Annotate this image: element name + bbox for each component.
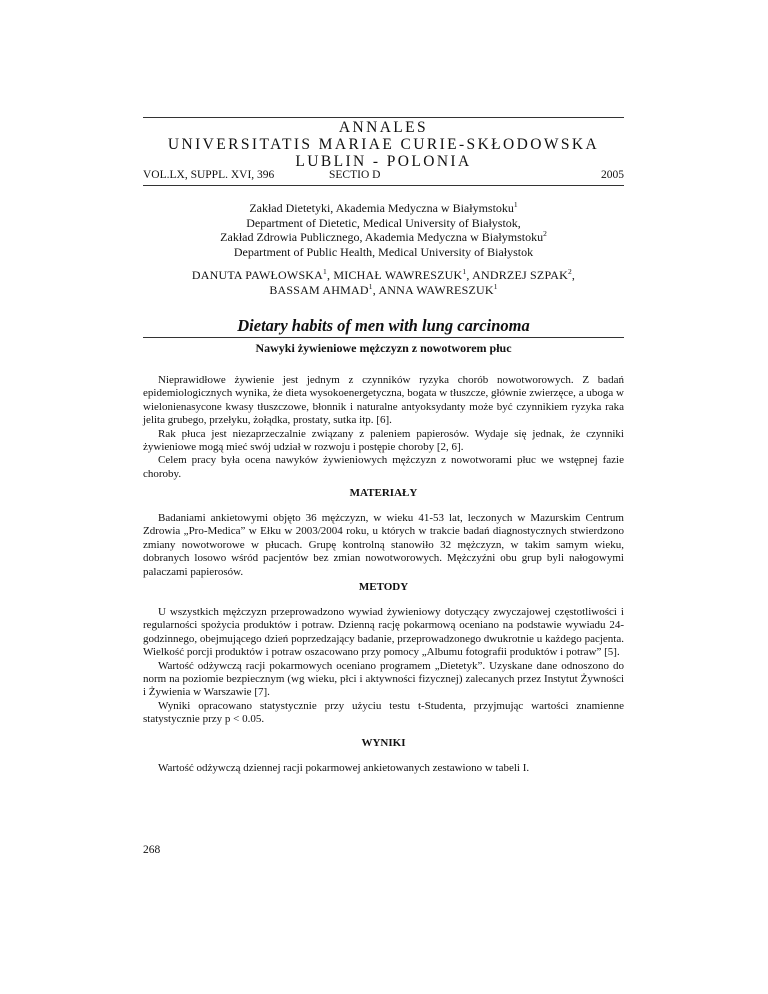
- paragraph: Wyniki opracowano statystycznie przy użyciu testu t-Studenta, przyjmując wartości znamienne statystycznie przy p < 0.05.: [143, 699, 624, 726]
- methods-section: [143, 606, 624, 727]
- paragraph: Rak płuca jest niezaprzeczalnie związany z paleniem papierosów. Wydaje się jednak, że czynniki żywieniowe mogą mieć swój udział w rozwoju i postępie choroby [2, 6].: [143, 427, 624, 454]
- header-top-rule: [143, 117, 624, 118]
- journal-name-line3: LUBLIN - POLONIA: [295, 153, 472, 170]
- section-heading-results: WYNIKI: [361, 737, 406, 749]
- journal-name-line1: ANNALES: [338, 119, 429, 136]
- paragraph: Wartość odżywczą racji pokarmowych oceniano programem „Dietetyk”. Uzyskane dane odnoszono do norm na poziomie bezpiecznym (wg wieku, płci i aktywności fizycznej) zalecanych przez Instytut Żywności i Żywienia w Warszawie [7].: [143, 659, 624, 699]
- paragraph: Nieprawidłowe żywienie jest jednym z czynników ryzyka chorób nowotworowych. Z badań epidemiologicznych wynika, że dieta wysokoenergetyczna, bogata w tłuszcze, głównie zwierzęce, a uboga w wielonienasycone kwasy tłuszczowe, błonnik i naturalne antyoksydanty może być czynnikiem ryzyka raka jelita grubego, przełyku, żołądka, prostaty, sutka itp. [6].: [143, 374, 624, 427]
- materials-section: [143, 512, 624, 579]
- page: [143, 0, 624, 994]
- results-section: [143, 762, 624, 775]
- affiliations: [143, 201, 624, 259]
- paragraph: Celem pracy była ocena nawyków żywieniowych mężczyzn z nowotworami płuc we wstępnej fazie choroby.: [143, 454, 624, 480]
- affiliation-line: Department of Dietetic, Medical University of Białystok,: [246, 215, 521, 230]
- paragraph: U wszystkich mężczyzn przeprowadzono wywiad żywieniowy dotyczący zwyczajowej częstotliwości i regularności spożycia produktów i potraw. Dzienną rację pokarmową oceniano na podstawie wywiadu 24-godzinnego, obejmującego dzień poprzedzający badanie, przeprowadzonego dwukrotnie u każdego pacjenta. Wielkość porcji produktów i potraw oszacowano przy pomocy „Albumu fotografii produktów i potraw” [5].: [143, 606, 624, 659]
- affiliation-line: Zakład Zdrowia Publicznego, Akademia Medyczna w Białymstoku$^2$: [220, 229, 547, 245]
- journal-name-line2: UNIVERSITATIS MARIAE CURIE-SKŁODOWSKA: [167, 136, 600, 153]
- paragraph: Wartość odżywczą dziennej racji pokarmowej ankietowanych zestawiono w tabeli I.: [158, 762, 530, 774]
- year-info: 2005: [601, 169, 624, 181]
- affiliation-line: Department of Public Health, Medical University of Białystok: [233, 244, 534, 259]
- author-list: [143, 268, 624, 298]
- volume-info: VOL.LX, SUPPL. XVI, 396: [143, 169, 275, 181]
- section-heading-materials: MATERIAŁY: [349, 487, 418, 499]
- header-bottom-rule: [143, 185, 624, 186]
- paragraph: Badaniami ankietowymi objęto 36 mężczyzn, w wieku 41-53 lat, leczonych w Mazurskim Centrum Zdrowia „Pro-Medica” w Ełku w 2003/2004 roku, u których w trakcie badań diagnostycznych stwierdzono zmiany nowotworowe w płucach. Grupę kontrolną stanowiło 32 mężczyzn, w takim samym wieku, dobranych losowo wśród pacjentów bez zmian nowotworowych. Mężczyźni obu grup byli nałogowymi palaczami papierosów.: [143, 512, 624, 578]
- article-title-english: Dietary habits of men with lung carcinoma: [237, 316, 530, 335]
- author-line: DANUTA PAWŁOWSKA$^1$, MICHAŁ WAWRESZUK$^1$, ANDRZEJ SZPAK$^2$,: [191, 267, 576, 282]
- section-info: SECTIO D: [329, 169, 381, 181]
- affiliation-line: Zakład Dietetyki, Akademia Medyczna w Białymstoku$^1$: [249, 200, 518, 215]
- page-number: 268: [143, 844, 161, 856]
- title-rule: [143, 337, 624, 338]
- introduction: [143, 374, 624, 481]
- author-line: BASSAM AHMAD$^1$, ANNA WAWRESZUK$^1$: [269, 282, 498, 297]
- section-heading-methods: METODY: [358, 581, 409, 593]
- article-title-polish: Nawyki żywieniowe mężczyzn z nowotworem płuc: [255, 341, 512, 355]
